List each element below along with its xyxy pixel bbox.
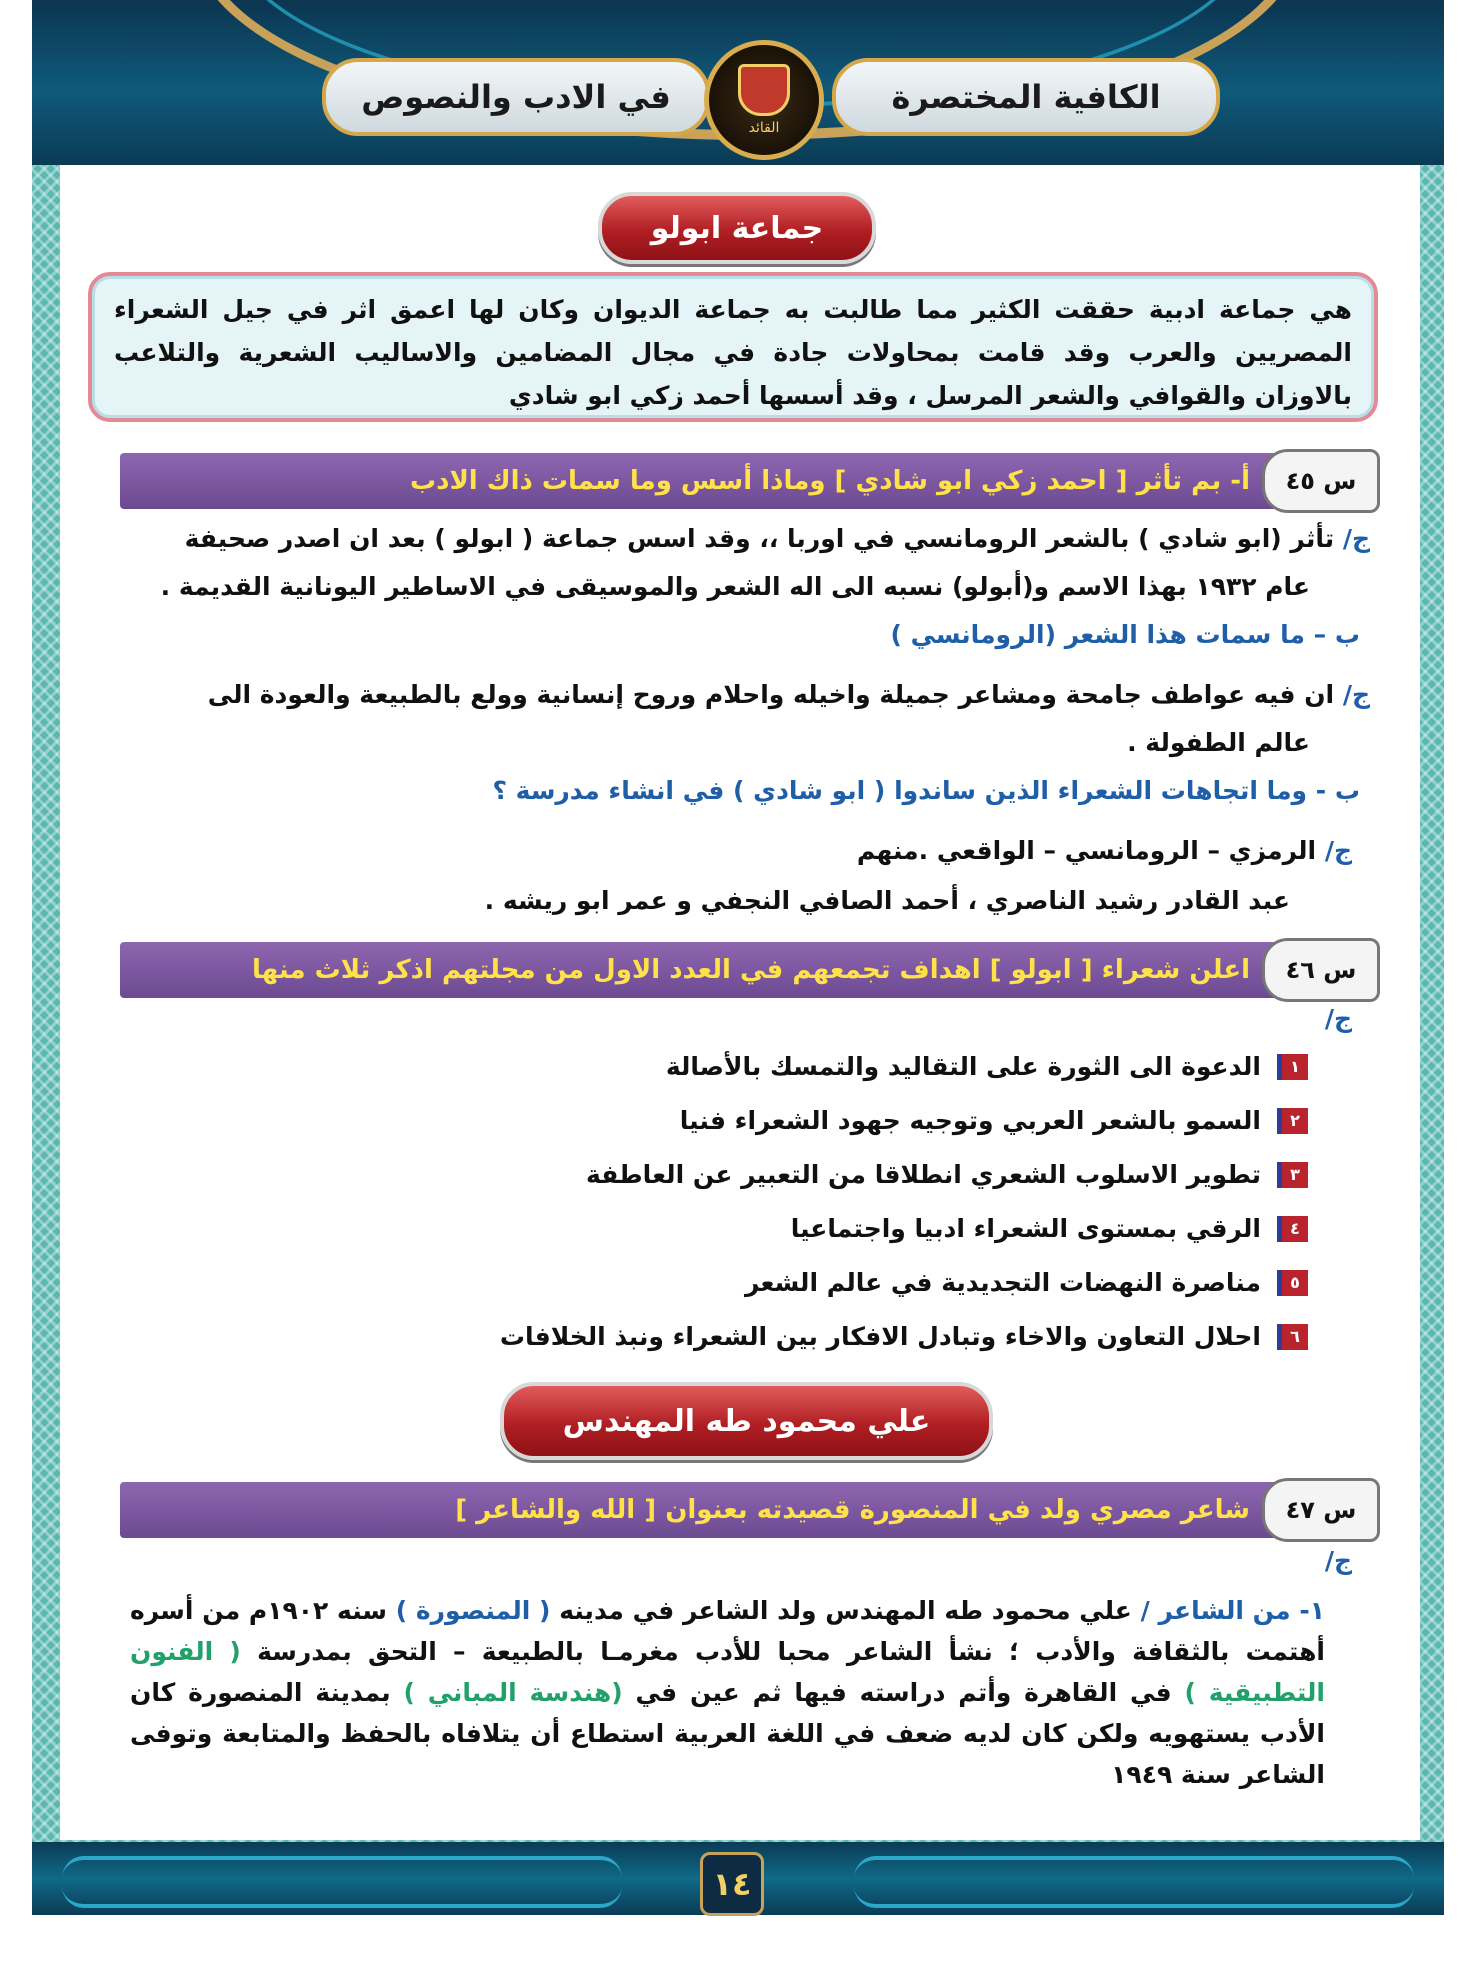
question-bar-45 bbox=[120, 453, 1370, 509]
page-header bbox=[32, 0, 1444, 165]
paragraph-label: من الشاعر / bbox=[1140, 1596, 1291, 1625]
book-subject: في الادب والنصوص bbox=[322, 58, 710, 136]
answer-mark: ج/ bbox=[1324, 1546, 1352, 1575]
answer-text: عبد القادر رشيد الناصري ، أحمد الصافي النجفي و عمر ابو ريشه . bbox=[484, 886, 1290, 915]
intro-box: هي جماعة ادبية حققت الكثير مما طالبت به جماعة الديوان وكان لها اعمق اثر في جيل الشعراء المصريين والعرب وقد قامت بمحاولات جادة في مجال المضامين والاساليب الشعرية والتلاعب بالاوزان والقوافي والشعر المرسل ، وقد أسسها أحمد زكي ابو شادي bbox=[88, 272, 1378, 422]
question-bar-47 bbox=[120, 1482, 1370, 1538]
goal-item bbox=[666, 1052, 1308, 1081]
question-text: شاعر مصري ولد في المنصورة قصيدته بعنوان [ الله والشاعر ] bbox=[455, 1495, 1250, 1525]
goal-number: ٣ bbox=[1277, 1162, 1308, 1188]
question-text: اعلن شعراء [ ابولو ] اهداف تجمعهم في العدد الاول من مجلتهم اذكر ثلاث منها bbox=[251, 955, 1250, 985]
goal-item bbox=[745, 1268, 1308, 1297]
section-title-poet: علي محمود طه المهندس bbox=[500, 1382, 993, 1460]
answer-mark: ج/ bbox=[1342, 524, 1370, 553]
goal-number: ٤ bbox=[1277, 1216, 1308, 1242]
shield-icon bbox=[738, 64, 790, 116]
biography-text: بمدينة المنصورة كان الأدب يستهويه ولكن كان لديه ضعف في اللغة العربية استطاع أن يتلافاه بالحفظ والمتابعة وتوفى الشاعر سنة ١٩٤٩ bbox=[130, 1678, 1325, 1789]
question-text: أ- بم تأثر [ احمد زكي ابو شادي ] وماذا أسس وما سمات ذاك الادب bbox=[409, 466, 1250, 496]
goal-item bbox=[500, 1322, 1308, 1351]
poet-biography bbox=[130, 1590, 1325, 1795]
city-name: ( المنصورة ) bbox=[395, 1596, 551, 1625]
goal-number: ١ bbox=[1277, 1054, 1308, 1080]
goal-number: ٢ bbox=[1277, 1108, 1308, 1134]
biography-text: سنه ١٩٠٢م من أسره أهتمت بالثقافة والأدب ؛ نشأ الشاعر محبا للأدب مغرمـا بالطبيعة – التحق بمدرسة bbox=[130, 1596, 1325, 1666]
question-number-badge: س ٤٦ bbox=[1262, 938, 1380, 1002]
answer-text: ان فيه عواطف جامحة ومشاعر جميلة واخيله واحلام وروح إنسانية وولع بالطبيعة والعودة الى bbox=[207, 680, 1335, 709]
goal-item bbox=[586, 1160, 1308, 1189]
goal-text: الرقي بمستوى الشعراء ادبيا واجتماعيا bbox=[790, 1214, 1261, 1243]
answer-text: الرمزي – الرومانسي – الواقعي .منهم bbox=[856, 836, 1317, 865]
sub-question: ب – ما سمات هذا الشعر (الرومانسي ) bbox=[890, 620, 1360, 649]
section-title-apollo: جماعة ابولو bbox=[598, 192, 876, 264]
goal-text: الدعوة الى الثورة على التقاليد والتمسك بالأصالة bbox=[665, 1052, 1261, 1081]
answer-block bbox=[208, 674, 1370, 716]
biography-text: علي محمود طه المهندس ولد الشاعر في مدينه bbox=[550, 1596, 1141, 1625]
answer-block bbox=[857, 830, 1352, 872]
logo-text: القائد bbox=[748, 120, 780, 136]
goal-number: ٥ bbox=[1277, 1270, 1308, 1296]
footer-decoration bbox=[854, 1856, 1414, 1908]
goal-text: مناصرة النهضات التجديدية في عالم الشعر bbox=[744, 1268, 1261, 1297]
publisher-logo bbox=[704, 40, 824, 160]
biography-text: في القاهرة وأتم دراسته فيها ثم عين في bbox=[622, 1678, 1185, 1707]
page-number: ١٤ bbox=[700, 1852, 764, 1916]
question-number-badge: س ٤٧ bbox=[1262, 1478, 1380, 1542]
goal-text: احلال التعاون والاخاء وتبادل الافكار بين الشعراء ونبذ الخلافات bbox=[499, 1322, 1261, 1351]
footer-decoration bbox=[62, 1856, 622, 1908]
goal-text: تطوير الاسلوب الشعري انطلاقا من التعبير عن العاطفة bbox=[585, 1160, 1261, 1189]
answer-mark: ج/ bbox=[1324, 836, 1352, 865]
department-name: (هندسة المباني ) bbox=[403, 1678, 623, 1707]
answer-mark: ج/ bbox=[1342, 680, 1370, 709]
school-name: ( الفنون التطبيقية ) bbox=[130, 1637, 1325, 1707]
answer-text: تأثر (ابو شادي ) بالشعر الرومانسي في اوربا ،، وقد اسس جماعة ( ابولو ) بعد ان اصدر صحيفة bbox=[184, 524, 1335, 553]
answer-mark: ج/ bbox=[1324, 1004, 1352, 1033]
goal-text: السمو بالشعر العربي وتوجيه جهود الشعراء فنيا bbox=[679, 1106, 1261, 1135]
sub-question: ب - وما اتجاهات الشعراء الذين ساندوا ( ابو شادي ) في انشاء مدرسة ؟ bbox=[492, 776, 1360, 805]
paragraph-number: ١- bbox=[1299, 1596, 1326, 1625]
answer-text: عام ١٩٣٢ بهذا الاسم و(أبولو) نسبه الى اله الشعر والموسيقى في الاساطير اليونانية القديمة . bbox=[160, 572, 1310, 601]
question-number-badge: س ٤٥ bbox=[1262, 449, 1380, 513]
goal-item bbox=[680, 1106, 1308, 1135]
question-bar-46 bbox=[120, 942, 1370, 998]
goal-number: ٦ bbox=[1277, 1324, 1308, 1350]
answer-block bbox=[185, 518, 1370, 560]
answer-text: عالم الطفولة . bbox=[1127, 728, 1310, 757]
book-title: الكافية المختصرة bbox=[832, 58, 1220, 136]
goal-item bbox=[791, 1214, 1308, 1243]
